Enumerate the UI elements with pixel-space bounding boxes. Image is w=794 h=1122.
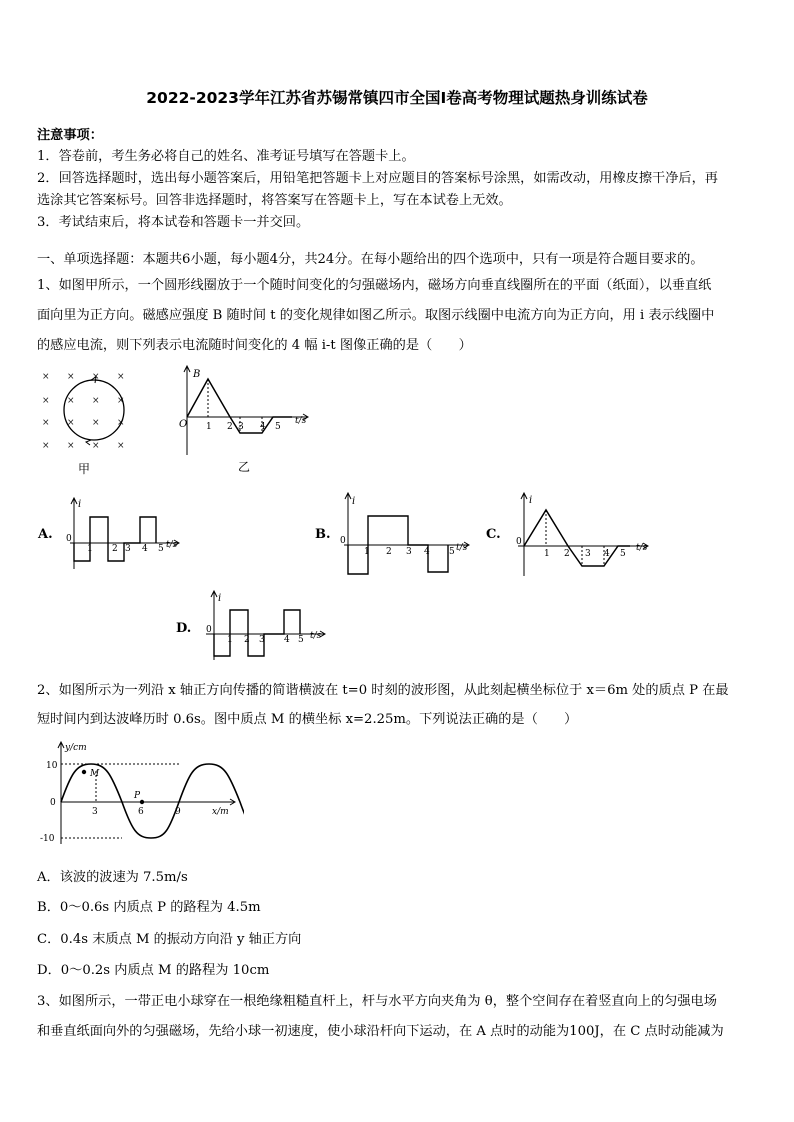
svg-text:2: 2 <box>227 422 233 432</box>
svg-text:i: i <box>78 499 82 510</box>
svg-text:×: × <box>92 372 100 382</box>
option-a-graph <box>60 495 185 575</box>
current-arrow-icon <box>86 440 91 445</box>
figure-jia <box>36 365 146 477</box>
note-item: 2．回答选择题时，选出每小题答案后，用铅笔把答题卡上对应题目的答案标号涂黑，如需改动，用橡皮擦干净后，再 <box>37 171 718 186</box>
q3-text-line: 3、如图所示，一带正电小球穿在一根绝缘粗糙直杆上，杆与水平方向夹角为 θ，整个空间存在着竖直向上的匀强电场 <box>37 994 717 1009</box>
svg-text:6: 6 <box>138 807 144 817</box>
wave-graph <box>34 740 244 848</box>
svg-text:5: 5 <box>298 635 304 645</box>
svg-text:t/s: t/s <box>456 543 468 553</box>
svg-text:M: M <box>90 769 100 779</box>
figure-yi <box>175 363 315 478</box>
svg-text:4: 4 <box>284 635 290 645</box>
svg-text:1: 1 <box>364 547 370 557</box>
svg-text:×: × <box>117 441 125 451</box>
svg-text:t/s: t/s <box>636 543 648 553</box>
svg-text:0: 0 <box>50 798 56 808</box>
svg-text:×: × <box>42 418 50 428</box>
q2-option-b[interactable]: B．0～0.6s 内质点 P 的路程为 4.5m <box>37 900 261 915</box>
svg-text:5: 5 <box>158 544 164 554</box>
option-d-graph <box>200 588 330 664</box>
svg-text:2: 2 <box>112 544 118 554</box>
svg-text:y/cm: y/cm <box>65 743 87 753</box>
svg-text:9: 9 <box>175 807 181 817</box>
svg-text:t/s: t/s <box>166 540 178 550</box>
option-c-label[interactable]: C. <box>486 527 501 542</box>
notes-header: 注意事项： <box>37 128 103 143</box>
svg-text:×: × <box>67 372 75 382</box>
svg-text:4: 4 <box>604 549 610 559</box>
svg-text:3: 3 <box>406 547 412 557</box>
q2-option-a[interactable]: A．该波的波速为 7.5m/s <box>37 870 188 885</box>
svg-text:×: × <box>67 396 75 406</box>
note-item: 1．答卷前，考生务必将自己的姓名、准考证号填写在答题卡上。 <box>37 149 415 164</box>
svg-text:4: 4 <box>424 547 430 557</box>
svg-text:0: 0 <box>66 534 72 544</box>
svg-text:5: 5 <box>449 547 455 557</box>
note-item: 选涂其它答案标号。回答非选择题时，将答案写在答题卡上，写在本试卷上无效。 <box>37 193 512 208</box>
option-c-graph <box>510 490 655 578</box>
wave-curve <box>61 764 179 838</box>
svg-text:×: × <box>67 441 75 451</box>
svg-text:×: × <box>42 441 50 451</box>
svg-text:1: 1 <box>87 544 93 554</box>
svg-text:×: × <box>117 396 125 406</box>
q1-text-line: 的感应电流，则下列表示电流随时间变化的 4 幅 i-t 图像正确的是（ ） <box>37 338 472 353</box>
svg-text:×: × <box>42 396 50 406</box>
note-item: 3．考试结束后，将本试卷和答题卡一并交回。 <box>37 215 310 230</box>
svg-text:t/s: t/s <box>295 416 307 426</box>
svg-text:4: 4 <box>142 544 148 554</box>
svg-text:x/m: x/m <box>212 807 229 817</box>
svg-text:10: 10 <box>46 761 58 771</box>
field-cross-marks <box>42 372 125 451</box>
svg-text:i: i <box>352 496 356 507</box>
svg-text:t/s: t/s <box>310 631 322 641</box>
svg-text:0: 0 <box>206 625 212 635</box>
svg-text:4: 4 <box>260 422 266 432</box>
svg-text:i: i <box>529 495 533 506</box>
point-p-marker <box>140 800 144 804</box>
q2-option-d[interactable]: D．0～0.2s 内质点 M 的路程为 10cm <box>37 963 270 978</box>
svg-text:-10: -10 <box>40 834 55 844</box>
svg-text:i: i <box>218 593 222 604</box>
point-m-marker <box>82 770 86 774</box>
svg-text:B: B <box>193 369 201 380</box>
coil-circle <box>64 380 124 440</box>
q1-text-line: 面向里为正方向。磁感应强度 B 随时间 t 的变化规律如图乙所示。取图示线圈中电流方向为正方向，用 i 表示线圈中 <box>37 308 715 323</box>
svg-text:乙: 乙 <box>238 460 251 474</box>
svg-text:1: 1 <box>206 422 212 432</box>
section-heading: 一、单项选择题：本题共6小题，每小题4分，共24分。在每小题给出的四个选项中，只有一项是符合题目要求的。 <box>37 252 704 267</box>
option-b-graph <box>336 490 476 578</box>
svg-text:×: × <box>92 418 100 428</box>
svg-text:×: × <box>117 372 125 382</box>
svg-text:3: 3 <box>259 635 265 645</box>
svg-text:×: × <box>117 418 125 428</box>
page-title: 2022-2023学年江苏省苏锡常镇四市全国Ⅰ卷高考物理试题热身训练试卷 <box>146 89 648 107</box>
svg-text:0: 0 <box>516 537 522 547</box>
svg-text:×: × <box>42 372 50 382</box>
svg-text:×: × <box>67 418 75 428</box>
svg-text:3: 3 <box>125 544 131 554</box>
svg-text:1: 1 <box>227 635 233 645</box>
svg-text:5: 5 <box>275 422 281 432</box>
option-d-label[interactable]: D. <box>176 621 192 636</box>
svg-text:1: 1 <box>544 549 550 559</box>
svg-text:0: 0 <box>340 536 346 546</box>
q3-text-line: 和垂直纸面向外的匀强磁场，先给小球一初速度，使小球沿杆向下运动，在 A 点时的动能为100J，在 C 点时动能减为 <box>37 1024 724 1039</box>
q2-text-line: 短时间内到达波峰历时 0.6s。图中质点 M 的横坐标 x=2.25m。下列说法正确的是（ ） <box>37 712 578 727</box>
option-b-label[interactable]: B. <box>315 527 331 542</box>
svg-text:×: × <box>92 441 100 451</box>
svg-text:2: 2 <box>386 547 392 557</box>
caption-jia: 甲 <box>78 462 91 476</box>
q2-text-line: 2、如图所示为一列沿 x 轴正方向传播的简谐横波在 t=0 时刻的波形图，从此刻起横坐标位于 x＝6m 处的质点 P 在最 <box>37 683 729 698</box>
svg-text:3: 3 <box>92 807 98 817</box>
svg-text:5: 5 <box>620 549 626 559</box>
q1-text-line: 1、如图甲所示，一个圆形线圈放于一个随时间变化的匀强磁场内，磁场方向垂直线圈所在的平面（纸面），以垂直纸 <box>37 278 712 293</box>
svg-text:3: 3 <box>238 422 244 432</box>
svg-text:2: 2 <box>244 635 250 645</box>
svg-text:3: 3 <box>585 549 591 559</box>
svg-text:2: 2 <box>564 549 570 559</box>
svg-text:O: O <box>179 419 188 430</box>
q2-option-c[interactable]: C．0.4s 末质点 M 的振动方向沿 y 轴正方向 <box>37 932 302 947</box>
option-a-label[interactable]: A. <box>38 527 53 542</box>
svg-text:×: × <box>92 396 100 406</box>
svg-text:P: P <box>134 791 141 801</box>
